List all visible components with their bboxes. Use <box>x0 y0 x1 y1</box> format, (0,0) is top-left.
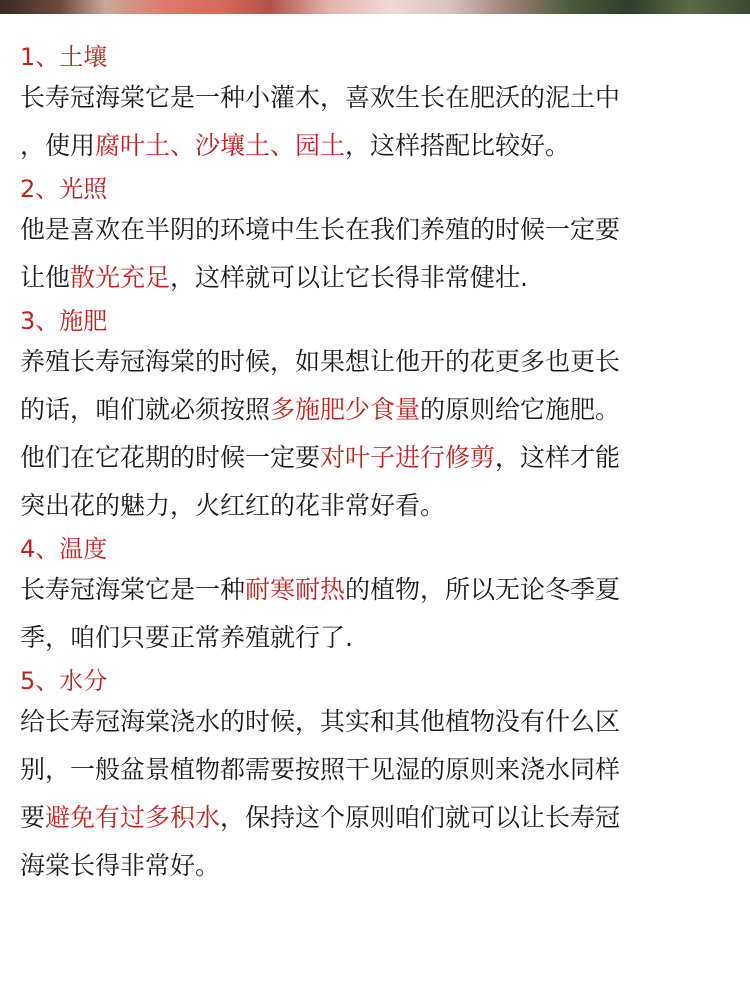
highlighted-text: 散光充足 <box>70 263 171 292</box>
section-2 <box>20 172 745 302</box>
text-line <box>20 614 745 662</box>
highlighted-text: 避免有过多积水 <box>45 803 221 832</box>
text-line <box>20 482 745 530</box>
section-title: 4、温度 <box>20 535 108 563</box>
section-body <box>20 74 745 170</box>
highlighted-text: 多施肥少食量 <box>270 395 421 424</box>
body-text: ，使用 <box>20 131 96 160</box>
body-text: 的原则给它施肥。 <box>420 395 621 424</box>
highlighted-text: 对叶子进行修剪 <box>320 443 496 472</box>
text-line <box>20 434 745 482</box>
text-line <box>20 206 745 254</box>
highlighted-text: 耐寒耐热 <box>245 575 346 604</box>
body-text: 他们在它花期的时候一定要 <box>20 443 321 472</box>
text-line <box>20 566 745 614</box>
section-title: 1、土壤 <box>20 43 108 71</box>
text-line <box>20 698 745 746</box>
section-5 <box>20 664 745 890</box>
text-line <box>20 842 745 890</box>
text-line <box>20 746 745 794</box>
body-text: 给长寿冠海棠浇水的时候，其实和其他植物没有什么区 <box>20 707 621 736</box>
article-content <box>20 40 745 892</box>
body-text: ，这样搭配比较好。 <box>345 131 571 160</box>
section-1 <box>20 40 745 170</box>
section-body <box>20 566 745 662</box>
body-text: 长寿冠海棠它是一种 <box>20 575 246 604</box>
body-text: 要 <box>20 803 46 832</box>
section-4 <box>20 532 745 662</box>
section-body <box>20 698 745 890</box>
text-line <box>20 122 745 170</box>
section-title: 5、水分 <box>20 667 108 695</box>
body-text: 季，咱们只要正常养殖就行了. <box>20 623 353 652</box>
body-text: 的植物，所以无论冬季夏 <box>345 575 621 604</box>
text-line <box>20 254 745 302</box>
section-title: 3、施肥 <box>20 307 108 335</box>
body-text: 他是喜欢在半阴的环境中生长在我们养殖的时候一定要 <box>20 215 621 244</box>
body-text: ，这样就可以让它长得非常健壮. <box>170 263 528 292</box>
body-text: 突出花的魅力，火红红的花非常好看。 <box>20 491 446 520</box>
body-text: 养殖长寿冠海棠的时候，如果想让他开的花更多也更长 <box>20 347 621 376</box>
section-title: 2、光照 <box>20 175 108 203</box>
header-photo-strip <box>0 0 750 14</box>
body-text: 别，一般盆景植物都需要按照干见湿的原则来浇水同样 <box>20 755 621 784</box>
text-line <box>20 74 745 122</box>
body-text: 海棠长得非常好。 <box>20 851 221 880</box>
body-text: ，这样才能 <box>495 443 621 472</box>
highlighted-text: 腐叶土、沙壤土、园土 <box>95 131 346 160</box>
body-text: ，保持这个原则咱们就可以让长寿冠 <box>220 803 621 832</box>
body-text: 长寿冠海棠它是一种小灌木，喜欢生长在肥沃的泥土中 <box>20 83 621 112</box>
section-body <box>20 338 745 530</box>
section-3 <box>20 304 745 530</box>
text-line <box>20 386 745 434</box>
text-line <box>20 794 745 842</box>
body-text: 的话，咱们就必须按照 <box>20 395 271 424</box>
text-line <box>20 338 745 386</box>
section-body <box>20 206 745 302</box>
body-text: 让他 <box>20 263 71 292</box>
